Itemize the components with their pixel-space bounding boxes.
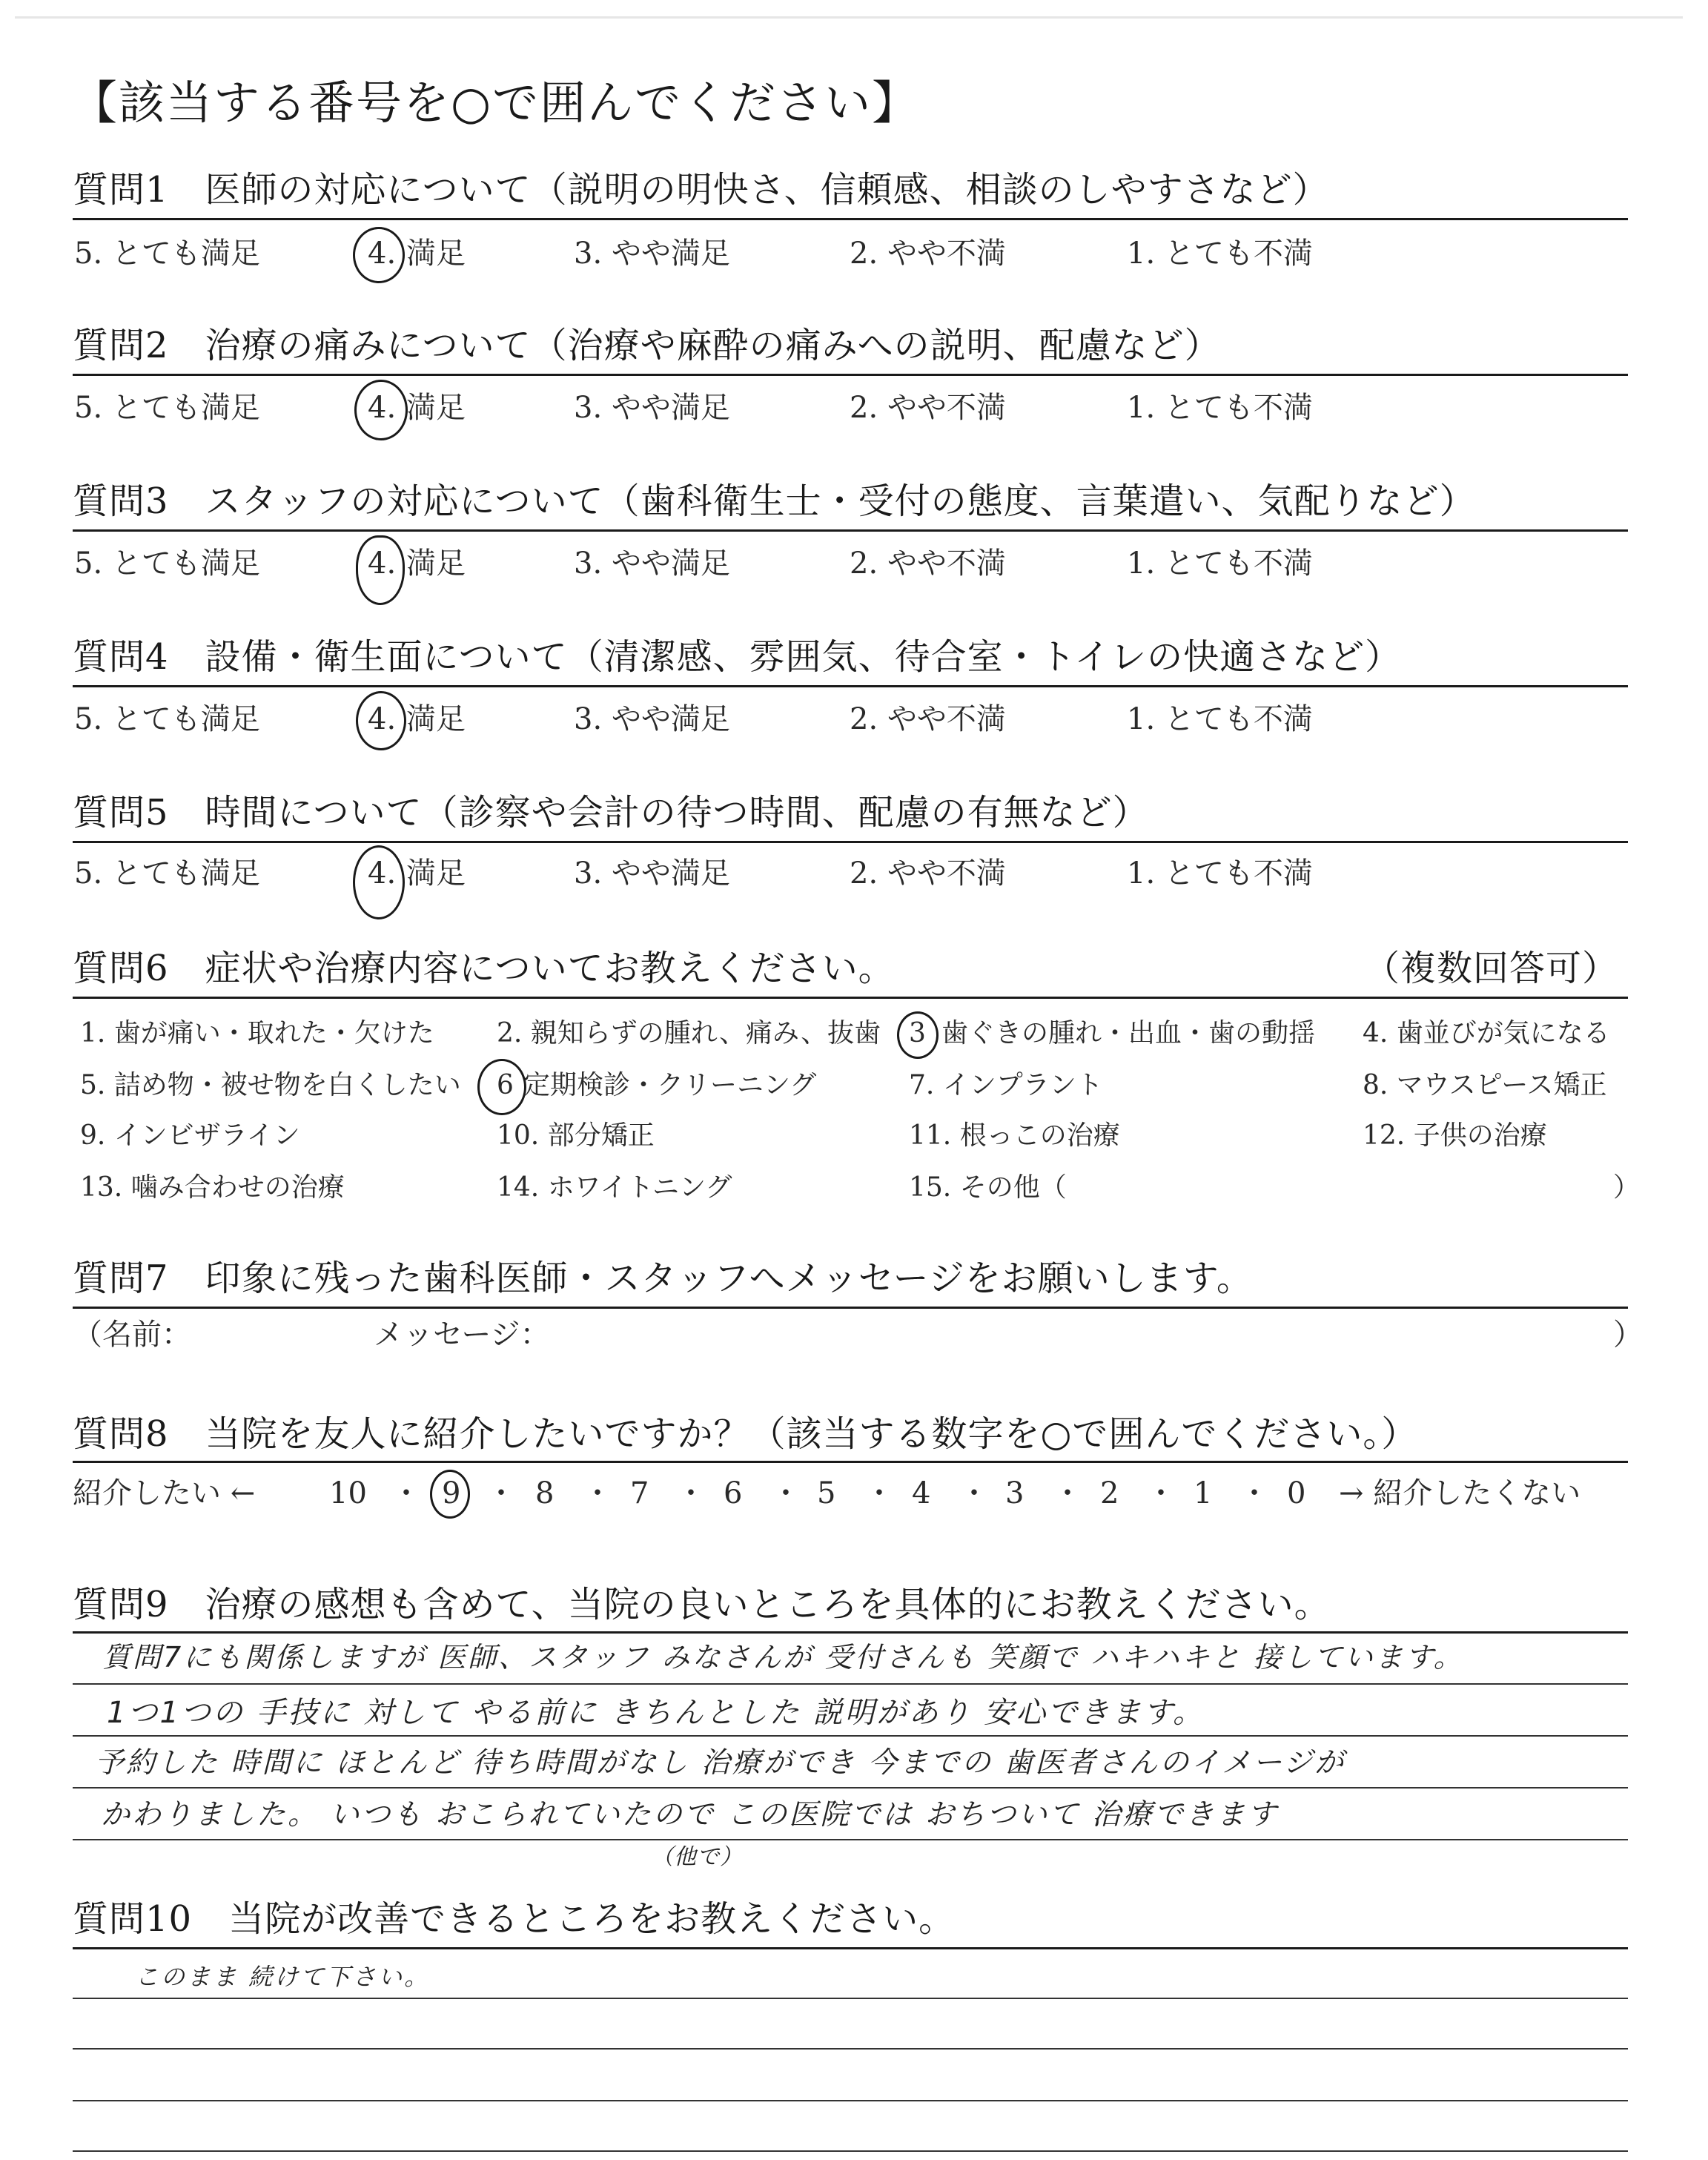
answer-line — [73, 2150, 1628, 2152]
q8-dot: ・ — [959, 1476, 989, 1510]
answer-circle — [354, 380, 408, 440]
option-3[interactable]: 3. やや満足 — [574, 856, 730, 891]
q8-dot: ・ — [391, 1476, 421, 1510]
question-5-title: 質問5 時間について（診察や会計の待つ時間、配慮の有無など） — [73, 792, 1149, 833]
option-4-number[interactable]: 4. — [368, 856, 397, 891]
answer-circle — [353, 845, 405, 919]
handwritten-line-4: かわりました。 いつも おこられていたので この医院では おちついて 治療できます — [101, 1798, 1279, 1832]
option-4-number[interactable]: 4. — [368, 237, 397, 271]
question-3-title: 質問3 スタッフの対応について（歯科衛生士・受付の態度、言葉遣い、気配りなど） — [73, 480, 1476, 522]
q8-score-2[interactable]: 2 — [1100, 1476, 1119, 1510]
answer-circle — [356, 535, 405, 605]
q8-dot: ・ — [583, 1476, 612, 1510]
option-2[interactable]: 2. やや不満 — [850, 702, 1006, 736]
question-5-rule — [73, 841, 1628, 843]
q6-option-11[interactable]: 11. 根っこの治療 — [909, 1120, 1120, 1151]
scan-edge-line — [15, 16, 1683, 19]
answer-line — [73, 1787, 1628, 1789]
q6-option-1[interactable]: 1. 歯が痛い・取れた・欠けた — [80, 1018, 434, 1048]
handwritten-aside: （他で） — [651, 1844, 743, 1870]
question-7-title: 質問7 印象に残った歯科医師・スタッフへメッセージをお願いします。 — [73, 1258, 1253, 1299]
answer-circle — [430, 1470, 470, 1519]
question-8-rule — [73, 1461, 1628, 1463]
option-4-label: 満足 — [406, 391, 466, 425]
q8-dot: ・ — [1146, 1476, 1176, 1510]
question-1-title: 質問1 医師の対応について（説明の明快さ、信頼感、相談のしやすさなど） — [73, 169, 1329, 211]
q8-score-10[interactable]: 10 — [329, 1476, 367, 1510]
question-10-title: 質問10 当院が改善できるところをお教えください。 — [73, 1898, 956, 1940]
q6-option-3-number[interactable]: 3 — [909, 1018, 926, 1048]
option-4-number[interactable]: 4. — [368, 702, 397, 736]
option-2[interactable]: 2. やや不満 — [850, 237, 1006, 271]
q6-option-2[interactable]: 2. 親知らずの腫れ、痛み、抜歯 — [497, 1018, 881, 1048]
q8-dot: ・ — [864, 1476, 894, 1510]
handwritten-line-1: 質問7にも関係しますが 医師、スタッフ みなさんが 受付さんも 笑顔で ハキハキと 接しています。 — [102, 1641, 1464, 1674]
handwritten-line-2: 1つ1つの 手技に 対して やる前に きちんとした 説明があり 安心できます。 — [107, 1696, 1205, 1730]
answer-line — [73, 1683, 1628, 1685]
option-4-label: 満足 — [406, 702, 466, 736]
q6-option-3-label: 歯ぐきの腫れ・出血・歯の動揺 — [941, 1018, 1316, 1048]
q8-score-9[interactable]: 9 — [442, 1476, 461, 1510]
handwritten-line-3: 予約した 時間に ほとんど 待ち時間がなし 治療ができ 今までの 歯医者さんのイメージが — [95, 1746, 1346, 1780]
q8-score-0[interactable]: 0 — [1287, 1476, 1306, 1510]
answer-line — [73, 2048, 1628, 2050]
answer-circle — [353, 227, 405, 283]
q8-dot: ・ — [676, 1476, 706, 1510]
option-4-label: 満足 — [406, 237, 466, 271]
option-2[interactable]: 2. やや不満 — [850, 546, 1006, 581]
option-3[interactable]: 3. やや満足 — [574, 702, 730, 736]
q8-dot: ・ — [1239, 1476, 1269, 1510]
question-7-rule — [73, 1307, 1628, 1309]
option-4-label: 満足 — [406, 856, 466, 891]
question-6-note: （複数回答可） — [1364, 948, 1619, 989]
question-8-title: 質問8 当院を友人に紹介したいですか？（該当する数字を○で囲んでください。） — [73, 1413, 1418, 1455]
option-1[interactable]: 1. とても不満 — [1127, 702, 1313, 736]
option-3[interactable]: 3. やや満足 — [574, 546, 730, 581]
q6-option-10[interactable]: 10. 部分矯正 — [497, 1120, 655, 1151]
answer-circle — [477, 1059, 526, 1115]
form-heading: 【該当する番号を○で囲んでください】 — [71, 76, 920, 130]
question-4-title: 質問4 設備・衛生面について（清潔感、雰囲気、待合室・トイレの快適さなど） — [73, 636, 1402, 678]
option-5[interactable]: 5. とても満足 — [74, 237, 260, 271]
option-1[interactable]: 1. とても不満 — [1127, 856, 1313, 891]
handwritten-improvement: このまま 続けて下さい。 — [135, 1963, 431, 1991]
answer-circle — [897, 1011, 939, 1059]
question-3-rule — [73, 529, 1628, 532]
option-2[interactable]: 2. やや不満 — [850, 856, 1006, 891]
question-2-title: 質問2 治療の痛みについて（治療や麻酔の痛みへの説明、配慮など） — [73, 325, 1221, 366]
option-4-label: 満足 — [406, 546, 466, 581]
option-1[interactable]: 1. とても不満 — [1127, 546, 1313, 581]
q6-option-9[interactable]: 9. インビザライン — [80, 1120, 300, 1151]
question-9-rule — [73, 1631, 1628, 1634]
option-1[interactable]: 1. とても不満 — [1127, 391, 1313, 425]
option-5[interactable]: 5. とても満足 — [74, 391, 260, 425]
q8-right-label: → 紹介したくない — [1339, 1476, 1581, 1510]
q6-option-6-label: 定期検診・クリーニング — [523, 1070, 817, 1100]
answer-line — [73, 2100, 1628, 2101]
answer-line — [73, 1998, 1628, 1999]
option-5[interactable]: 5. とても満足 — [74, 702, 260, 736]
question-1-rule — [73, 218, 1628, 220]
option-1[interactable]: 1. とても不満 — [1127, 237, 1313, 271]
answer-line — [73, 1839, 1628, 1840]
q8-dot: ・ — [771, 1476, 801, 1510]
question-10-rule — [73, 1947, 1628, 1949]
q8-score-6[interactable]: 6 — [724, 1476, 743, 1510]
question-4-rule — [73, 685, 1628, 687]
option-3[interactable]: 3. やや満足 — [574, 237, 730, 271]
option-4-number[interactable]: 4. — [368, 391, 397, 425]
q8-score-5[interactable]: 5 — [817, 1476, 836, 1510]
option-5[interactable]: 5. とても満足 — [74, 546, 260, 581]
q6-option-4[interactable]: 4. 歯並びが気になる — [1363, 1018, 1610, 1048]
q8-score-3[interactable]: 3 — [1005, 1476, 1025, 1510]
option-5[interactable]: 5. とても満足 — [74, 856, 260, 891]
q6-option-15[interactable]: 15. その他（ — [909, 1172, 1067, 1203]
question-2-rule — [73, 374, 1628, 376]
option-4-number[interactable]: 4. — [368, 546, 397, 581]
q8-score-1[interactable]: 1 — [1194, 1476, 1213, 1510]
q6-option-6-number[interactable]: 6 — [497, 1070, 514, 1100]
q6-option-12[interactable]: 12. 子供の治療 — [1363, 1120, 1547, 1151]
q6-option-8[interactable]: 8. マウスピース矯正 — [1363, 1070, 1607, 1100]
q7-close-paren: ） — [1613, 1318, 1643, 1352]
q6-option-5[interactable]: 5. 詰め物・被せ物を白くしたい — [80, 1070, 461, 1100]
q8-dot: ・ — [1053, 1476, 1082, 1510]
q8-score-8[interactable]: 8 — [535, 1476, 555, 1510]
q8-left-label: 紹介したい ← — [73, 1476, 256, 1510]
q8-dot: ・ — [486, 1476, 516, 1510]
question-9-title: 質問9 治療の感想も含めて、当院の良いところを具体的にお教えください。 — [73, 1584, 1331, 1625]
q7-name-label: （名前： — [73, 1318, 191, 1352]
option-2[interactable]: 2. やや不満 — [850, 391, 1006, 425]
question-6-rule — [73, 997, 1628, 999]
question-6-title: 質問6 症状や治療内容についてお教えください。 — [73, 948, 895, 989]
q7-message-label: メッセージ： — [374, 1318, 550, 1352]
answer-circle — [356, 691, 406, 750]
option-3[interactable]: 3. やや満足 — [574, 391, 730, 425]
q6-option-7[interactable]: 7. インプラント — [909, 1070, 1103, 1100]
q6-option-15-close: ） — [1613, 1172, 1641, 1203]
q6-option-14[interactable]: 14. ホワイトニング — [497, 1172, 732, 1203]
q6-option-13[interactable]: 13. 噛み合わせの治療 — [80, 1172, 345, 1203]
answer-line — [73, 1735, 1628, 1737]
q8-score-4[interactable]: 4 — [912, 1476, 931, 1510]
q8-score-7[interactable]: 7 — [630, 1476, 649, 1510]
